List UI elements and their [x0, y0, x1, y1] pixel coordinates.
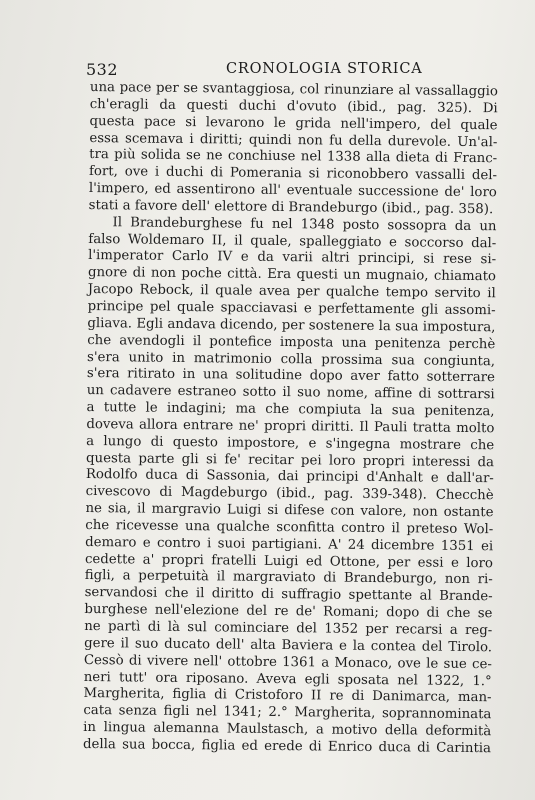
text-line: cata senza figli nel 1341; 2.° Margherita, soprannominata [83, 703, 492, 723]
text-line: un cadavere estraneo sotto il suo nome, affine di sottrarsi [86, 383, 495, 403]
text-line: che ricevesse una qualche sconfitta contro il preteso Wol- [85, 517, 494, 538]
text-line: Il Brandeburghese fu nel 1348 posto sossopra da un [112, 214, 497, 235]
text-line: Cessò di vivere nell' ottobre 1361 a Monaco, ove le sue ce- [83, 652, 492, 672]
text-line: Rodolfo duca di Sassonia, dai principi d'Anhalt e dall'ar- [85, 467, 494, 487]
text-line: doveva allora entrare ne' propri diritti. Il Pauli tratta molto [86, 416, 495, 437]
text-line: gnore di non poche città. Era questi un mugnaio, chiamato [87, 265, 497, 285]
text-line: una pace per se svantaggiosa, col rinunziare al vassallaggio [89, 80, 498, 100]
text-line: ne partì di là sul cominciare del 1352 per recarsi a reg- [84, 618, 493, 639]
text-line: ch'eragli da questi duchi d'ovuto (ibid., pag. 325). Di [89, 96, 498, 117]
text-line: tra più solida se ne conchiuse nel 1338 alla dieta di Franc- [89, 147, 498, 167]
text-line: Margherita, figlia di Cristoforo II re di Danimarca, man- [83, 686, 492, 706]
text-line: essa scemava i diritti; quindi non fu della durevole. Un'al- [89, 130, 498, 150]
text-line: Jacopo Rebock, il quale avea per qualche tempo servito il [87, 282, 496, 302]
text-line: figli, a perpetuità il margraviato di Brandeburgo, non ri- [84, 568, 493, 588]
text-line: questa parte gli si fe' recitar pei loro propri interessi da [85, 450, 495, 470]
text-line: della sua bocca, figlia ed erede di Enrico duca di Carintia [82, 736, 492, 757]
text-line: falso Woldemaro II, il quale, spalleggiato e soccorso dal- [88, 231, 497, 251]
text-line: ne sia, il margravio Luigi si difese con valore, non ostante [85, 501, 494, 521]
text-line: l'impero, ed assentirono all' eventuale successione de' loro [88, 181, 497, 201]
text-line: s'era unito in matrimonio colla prossima sua congiunta, [87, 349, 496, 369]
text-line: s'era ritirato in una solitudine dopo aver fatto sotterrare [86, 366, 495, 386]
text-line: burghese nell'elezione del re de' Romani; dopo di che se [84, 602, 493, 622]
text-line: fort, ove i duchi di Pomerania si riconobbero vassalli del- [88, 164, 498, 184]
text-line: neri tutt' ora riposano. Aveva egli sposata nel 1322, 1.° [83, 669, 492, 689]
text-line: l'imperator Carlo IV e da varii altri principi, si rese si- [88, 248, 497, 268]
text-line: cedette a' propri fratelli Luigi ed Ottone, per essi e loro [84, 551, 494, 571]
text-line: gere il suo ducato dell' alta Baviera e la contea del Tirolo. [84, 635, 493, 656]
text-line: civescovo di Magdeburgo (ibid., pag. 339-348). Checchè [85, 484, 494, 504]
text-line: a lungo di questo impostore, e s'ingegna mostrare che [86, 433, 495, 453]
body-text [83, 80, 498, 758]
text-line: in lingua alemanna Maulstasch, a motivo della deformità [83, 720, 492, 740]
text-line: demaro e contro i suoi partigiani. A' 24 dicembre 1351 ei [85, 534, 494, 555]
text-line: gliava. Egli andava dicendo, per sostenere la sua impostura, [87, 315, 496, 336]
page-number: 532 [86, 60, 119, 79]
page-header [86, 60, 496, 82]
running-head: CRONOLOGIA STORICA [226, 61, 423, 77]
text-line: stati a favore dell' elettore di Brandeburgo (ibid., pag. 358). [88, 197, 494, 218]
text-line: che avendogli il pontefice imposta una penitenza perchè [87, 332, 496, 352]
text-line: questa pace si levarono le grida nell'impero, del quale [89, 113, 498, 133]
text-line: a tutte le indagini; ma che compiuta la sua penitenza, [86, 400, 495, 420]
text-line: servandosi che il diritto di suffragio spettante al Brande- [84, 585, 493, 605]
text-line: principe pel quale spacciavasi e perfettamente gli assomi- [87, 298, 496, 319]
